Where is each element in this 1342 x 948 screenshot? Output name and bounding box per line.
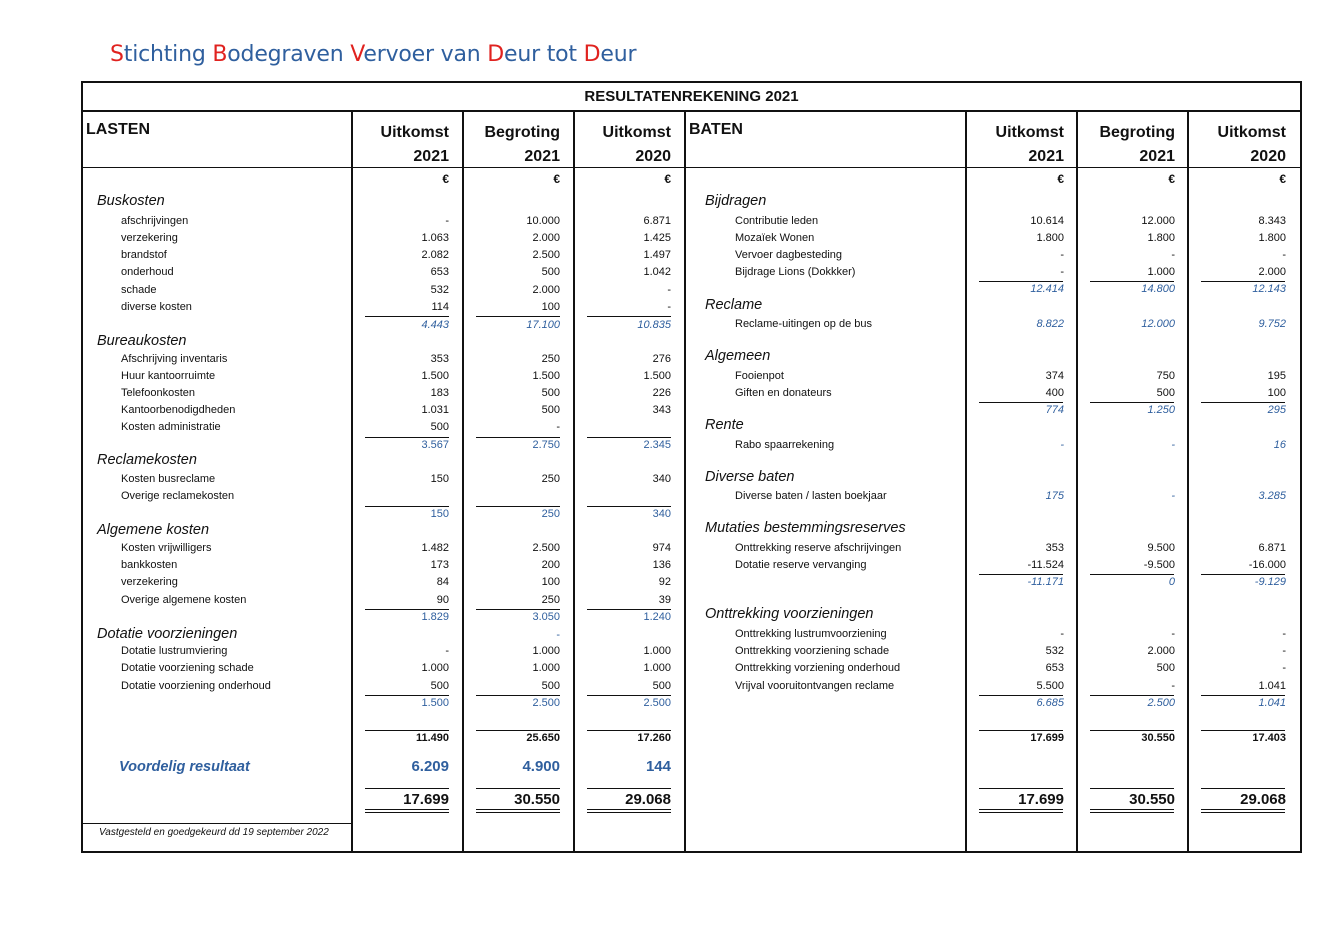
underline [476,609,560,610]
subtotal-cell: 4.443 [421,319,449,331]
subtotal-cell: 2.345 [643,439,671,451]
underline [587,437,671,438]
subtotal-cell: 250 [541,508,560,520]
line-item-label: Bijdrage Lions (Dokkker) [735,266,856,278]
column-header-line: Uitkomst [995,124,1064,141]
subtotal-cell: 17.100 [526,319,560,331]
line-item-label: Mozaïek Wonen [735,232,815,244]
amount-cell: 1.500 [532,370,560,382]
underline [1090,695,1174,696]
title-text: ervoer van [363,42,488,67]
underline [1090,574,1174,575]
double-underline [587,809,671,813]
column-header [561,121,671,169]
line-item-label: Diverse baten / lasten boekjaar [735,490,887,502]
amount-cell: 400 [1045,387,1064,399]
amount-cell: 2.000 [1258,266,1286,278]
line-item-label: Rabo spaarrekening [735,439,835,451]
grand-total-cell: 17.699 [403,791,449,808]
line-item-label: Overige reclamekosten [121,490,235,502]
line-item-label: Afschrijving inventaris [121,353,228,365]
amount-cell: 532 [1045,645,1064,657]
underline [476,695,560,696]
title-initial: D [487,42,505,67]
line-item-label: Onttrekking voorziening schade [735,645,890,657]
amount-cell: 250 [541,594,560,606]
lasten-heading: LASTEN [86,121,150,138]
amount-cell: 1.425 [643,232,671,244]
underline [476,506,560,507]
currency-symbol: € [1279,172,1286,186]
result-cell: 6.209 [411,758,449,775]
amount-cell: 10.000 [526,215,560,227]
underline [1201,281,1285,282]
underline [979,695,1063,696]
amount-cell: - [1282,662,1286,674]
underline [365,695,449,696]
column-header-line: Uitkomst [1217,124,1286,141]
double-underline [365,809,449,813]
amount-cell: - [1282,645,1286,657]
amount-cell: 5.500 [1036,680,1064,692]
underline [587,788,671,789]
underline [1201,730,1285,731]
line-item-label: Kantoorbenodigdheden [121,404,236,416]
amount-cell: 6.871 [1258,542,1286,554]
double-underline [476,809,560,813]
subtotal-cell: 12.143 [1252,283,1286,295]
subtotal-cell: 340 [652,508,671,520]
column-header-line: Begroting [1099,124,1175,141]
amount-cell: - [445,645,449,657]
subtotal-cell: 6.685 [1036,697,1064,709]
subtotal-cell: 10.835 [637,319,671,331]
amount-cell: - [1171,628,1175,640]
category-title: Mutaties bestemmingsreserves [705,520,906,536]
column-divider [684,110,686,851]
result-label: Voordelig resultaat [119,759,250,775]
line-item-label: Dotatie voorziening onderhoud [121,680,271,692]
amount-cell: 114 [431,301,449,313]
underline [587,316,671,317]
subtotal-cell: 3.567 [421,439,449,451]
underline [1201,788,1285,789]
amount-cell: 1.800 [1258,232,1286,244]
total-cell: 11.490 [415,732,449,744]
title-text: odegraven [227,42,351,67]
grand-total-cell: 30.550 [1129,791,1175,808]
line-item-label: diverse kosten [121,301,192,313]
amount-cell: - [556,421,560,433]
column-header [1065,121,1175,169]
underline [979,574,1063,575]
amount-cell: 9.500 [1147,542,1175,554]
amount-cell: 250 [541,473,560,485]
amount-cell: 1.031 [421,404,449,416]
line-item-label: Overige algemene kosten [121,594,247,606]
amount-cell: 1.000 [421,662,449,674]
subtotal-cell: 150 [430,508,449,520]
line-item-label: Onttrekking lustrumvoorziening [735,628,887,640]
line-item-label: Onttrekking reserve afschrijvingen [735,542,902,554]
amount-cell: 92 [658,576,671,588]
title-initial: S [110,42,124,67]
underline [1090,402,1174,403]
amount-cell: 343 [652,404,671,416]
amount-cell: - [1060,266,1064,278]
currency-symbol: € [664,172,671,186]
underline [365,609,449,610]
amount-cell: 2.000 [1147,645,1175,657]
double-underline [979,809,1063,813]
amount-cell: - [445,215,449,227]
subtotal-cell: 774 [1045,404,1064,416]
title-text: tichting [123,42,213,67]
amount-cell: 136 [652,559,671,571]
amount-cell: 12.000 [1141,215,1175,227]
category-title: Buskosten [97,193,165,209]
amount-cell: 1.800 [1036,232,1064,244]
amount-cell: 2.000 [532,284,560,296]
title-text: eur tot [504,42,584,67]
amount-cell: 974 [652,542,671,554]
column-header [450,121,560,169]
underline [1201,574,1285,575]
double-underline [1201,809,1285,813]
amount-cell: 1.041 [1258,680,1286,692]
amount-cell: 500 [1156,662,1175,674]
amount-cell: -11.524 [1027,559,1064,571]
amount-cell: 500 [1156,387,1175,399]
title-initial: B [212,42,228,67]
subtotal-cell: 2.500 [532,697,560,709]
grand-total-cell: 17.699 [1018,791,1064,808]
currency-symbol: € [553,172,560,186]
total-cell: 17.403 [1252,732,1286,744]
amount-cell: - [1060,249,1064,261]
amount-cell: 226 [652,387,671,399]
line-item-label: Giften en donateurs [735,387,832,399]
amount-cell: - [1282,249,1286,261]
amount-cell: 2.000 [532,232,560,244]
category-title: Reclamekosten [97,452,197,468]
result-cell: 4.900 [522,758,560,775]
underline [979,402,1063,403]
underline [587,506,671,507]
double-underline [1090,809,1174,813]
subtotal-cell: -11.171 [1027,576,1064,588]
amount-cell: 3.285 [1258,490,1286,502]
amount-cell: 353 [430,353,449,365]
amount-cell: 500 [652,680,671,692]
amount-cell: 100 [1267,387,1286,399]
amount-cell: - [1171,490,1175,502]
amount-cell: - [1060,628,1064,640]
amount-cell: 84 [436,576,449,588]
subtotal-cell: 295 [1267,404,1286,416]
category-title: Onttrekking voorzieningen [705,606,874,622]
column-header-line: 2021 [524,148,560,165]
title-initial: D [583,42,601,67]
amount-cell: 6.871 [643,215,671,227]
amount-cell: 500 [541,404,560,416]
subtotal-cell: 1.240 [643,611,671,623]
subtotal-cell: 0 [1168,576,1175,588]
line-item-label: Onttrekking vorziening onderhoud [735,662,901,674]
grand-total-cell: 29.068 [625,791,671,808]
amount-cell: 9.752 [1258,318,1286,330]
line-item-label: Kosten busreclame [121,473,216,485]
line-item-label: onderhoud [121,266,174,278]
line-item-label: afschrijvingen [121,215,189,227]
column-header [954,121,1064,169]
amount-cell: 150 [430,473,449,485]
amount-cell: 500 [430,680,449,692]
column-header-line: 2021 [413,148,449,165]
amount-cell: 195 [1267,370,1286,382]
total-cell: 17.699 [1030,732,1064,744]
amount-cell: - [556,629,560,641]
amount-cell: 100 [541,576,560,588]
amount-cell: 1.497 [643,249,671,261]
amount-cell: 2.500 [532,542,560,554]
result-cell: 144 [645,758,671,775]
amount-cell: 500 [541,680,560,692]
amount-cell: 200 [541,559,560,571]
category-title: Rente [705,417,744,433]
amount-cell: 374 [1045,370,1064,382]
income-statement-table [81,81,1302,853]
underline [365,506,449,507]
amount-cell: 500 [430,421,449,433]
line-item-label: Huur kantoorruimte [121,370,216,382]
amount-cell: 8.822 [1036,318,1064,330]
amount-cell: - [1282,628,1286,640]
underline [587,695,671,696]
line-item-label: Kosten administratie [121,421,221,433]
amount-cell: 1.500 [643,370,671,382]
title-initial: V [350,42,364,67]
underline [587,609,671,610]
amount-cell: 1.000 [532,645,560,657]
amount-cell: 500 [541,387,560,399]
amount-cell: - [1060,439,1064,451]
grand-total-cell: 29.068 [1240,791,1286,808]
underline [476,437,560,438]
underline [476,730,560,731]
category-title: Algemene kosten [97,522,210,538]
underline [1090,788,1174,789]
amount-cell: 183 [430,387,449,399]
underline [365,316,449,317]
organization-title [110,42,636,67]
amount-cell: 653 [1045,662,1064,674]
amount-cell: 1.800 [1147,232,1175,244]
amount-cell: - [667,284,671,296]
amount-cell: 8.343 [1258,215,1286,227]
amount-cell: 1.000 [643,662,671,674]
amount-cell: 1.000 [1147,266,1175,278]
column-header-line: 2020 [635,148,671,165]
underline [365,437,449,438]
amount-cell: 100 [541,301,560,313]
underline [476,316,560,317]
category-title: Dotatie voorzieningen [97,626,238,642]
column-header [339,121,449,169]
underline [1201,402,1285,403]
subtotal-cell: 2.500 [643,697,671,709]
line-item-label: verzekering [121,576,178,588]
underline [587,730,671,731]
line-item-label: Vrijval vooruitontvangen reclame [735,680,895,692]
report-title: RESULTATENREKENING 2021 [83,83,1300,112]
total-cell: 25.650 [526,732,560,744]
amount-cell: 1.042 [643,266,671,278]
currency-symbol: € [1168,172,1175,186]
underline [365,730,449,731]
amount-cell: 532 [430,284,449,296]
column-header-line: 2021 [1139,148,1175,165]
line-item-label: brandstof [121,249,167,261]
grand-total-cell: 30.550 [514,791,560,808]
subtotal-cell: 14.800 [1141,283,1175,295]
column-header [1176,121,1286,169]
amount-cell: - [1171,680,1175,692]
amount-cell: - [1171,439,1175,451]
amount-cell: 1.500 [421,370,449,382]
line-item-label: Dotatie lustrumviering [121,645,228,657]
subtotal-cell: 3.050 [532,611,560,623]
line-item-label: Vervoer dagbesteding [735,249,843,261]
amount-cell: 250 [541,353,560,365]
amount-cell: 175 [1045,490,1064,502]
line-item-label: Fooienpot [735,370,784,382]
currency-symbol: € [1057,172,1064,186]
amount-cell: 750 [1156,370,1175,382]
underline [1090,281,1174,282]
line-item-label: schade [121,284,157,296]
amount-cell: 173 [430,559,449,571]
amount-cell: 1.063 [421,232,449,244]
amount-cell: -9.500 [1143,559,1175,571]
column-header-line: 2020 [1250,148,1286,165]
amount-cell: -16.000 [1248,559,1286,571]
amount-cell: 500 [541,266,560,278]
amount-cell: 276 [652,353,671,365]
subtotal-cell: 1.500 [421,697,449,709]
category-title: Bureaukosten [97,333,187,349]
column-header-line: Uitkomst [602,124,671,141]
underline [979,281,1063,282]
category-title: Algemeen [705,348,771,364]
subtotal-cell: 2.500 [1147,697,1175,709]
underline [979,730,1063,731]
total-cell: 30.550 [1141,732,1175,744]
subtotal-cell: -9.129 [1254,576,1286,588]
amount-cell: 10.614 [1030,215,1064,227]
column-header-line: 2021 [1028,148,1064,165]
category-title: Diverse baten [705,469,795,485]
category-title: Reclame [705,297,763,313]
currency-symbol: € [442,172,449,186]
subtotal-cell: 2.750 [532,439,560,451]
column-header-line: Uitkomst [380,124,449,141]
category-title: Bijdragen [705,193,767,209]
underline [476,788,560,789]
amount-cell: 39 [658,594,671,606]
amount-cell: 653 [430,266,449,278]
underline [1090,730,1174,731]
line-item-label: verzekering [121,232,178,244]
total-cell: 17.260 [637,732,671,744]
column-header-line: Begroting [484,124,560,141]
underline [1201,695,1285,696]
subtotal-cell: 1.250 [1147,404,1175,416]
amount-cell: 2.500 [532,249,560,261]
line-item-label: Kosten vrijwilligers [121,542,212,554]
amount-cell: 340 [652,473,671,485]
amount-cell: - [1171,249,1175,261]
subtotal-cell: 12.414 [1030,283,1064,295]
underline [979,788,1063,789]
amount-cell: 353 [1045,542,1064,554]
amount-cell: 12.000 [1141,318,1175,330]
title-text: eur [600,42,637,67]
amount-cell: 1.000 [643,645,671,657]
amount-cell: 90 [436,594,449,606]
underline [365,788,449,789]
line-item-label: bankkosten [121,559,178,571]
amount-cell: - [667,301,671,313]
amount-cell: 16 [1273,439,1286,451]
subtotal-cell: 1.829 [421,611,449,623]
line-item-label: Reclame-uitingen op de bus [735,318,872,330]
subtotal-cell: 1.041 [1258,697,1286,709]
line-item-label: Telefoonkosten [121,387,195,399]
amount-cell: 1.482 [421,542,449,554]
approval-footnote: Vastgesteld en goedgekeurd dd 19 september 2022 [99,827,329,838]
line-item-label: Contributie leden [735,215,819,227]
amount-cell: 2.082 [421,249,449,261]
line-item-label: Dotatie reserve vervanging [735,559,867,571]
baten-heading: BATEN [689,121,743,138]
line-item-label: Dotatie voorziening schade [121,662,254,674]
amount-cell: 1.000 [532,662,560,674]
